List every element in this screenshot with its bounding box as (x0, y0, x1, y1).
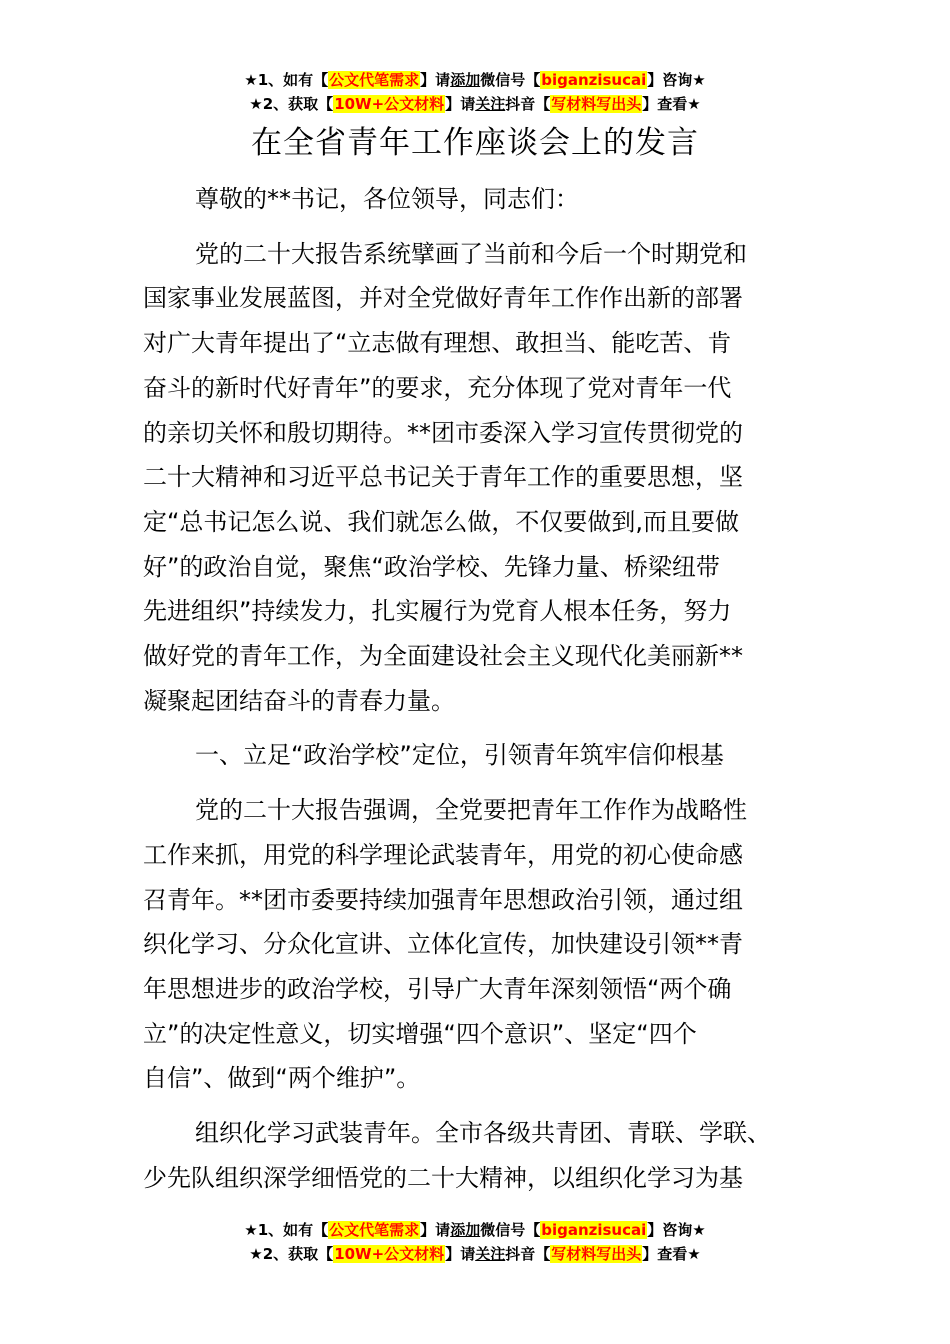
promo-line-2 (0, 92, 950, 116)
promo-text: 】请 (420, 1221, 451, 1239)
text-line: 工作来抓，用党的科学理论武装青年，用党的初心使命感 (143, 840, 743, 869)
promo-highlight-ghostwriting: 公文代笔需求 (329, 1221, 420, 1239)
document-body (143, 177, 807, 1210)
text-line: 奋斗的新时代好青年”的要求，充分体现了党对青年一代 (143, 373, 732, 402)
promo-underline-add: 添加 (450, 71, 481, 89)
text-line: 党的二十大报告系统擘画了当前和今后一个时期党和 (195, 239, 747, 268)
text-line: 的亲切关怀和殷切期待。**团市委深入学习宣传贯彻党的 (143, 418, 743, 447)
promo-underline-follow: 关注 (475, 95, 506, 113)
promo-highlight-wechat-id: biganzisucai (541, 1221, 647, 1239)
promo-text: ★2、获取【 (249, 1245, 334, 1263)
text-line: 好”的政治自觉，聚焦“政治学校、先锋力量、桥梁纽带 (143, 552, 720, 581)
text-line: 先进组织”持续发力，扎实履行为党育人根本任务，努力 (143, 597, 732, 626)
promo-header (0, 68, 950, 116)
promo-text: 】咨询★ (647, 1221, 706, 1239)
text-line: 自信”、做到“两个维护”。 (143, 1064, 421, 1093)
promo-text: 】查看★ (642, 1245, 701, 1263)
paragraph-section-1 (143, 788, 807, 1101)
text-line: 二十大精神和习近平总书记关于青年工作的重要思想，坚 (143, 463, 743, 492)
promo-text: ★1、如有【 (244, 71, 329, 89)
promo-line-1 (0, 1218, 950, 1242)
promo-highlight-douyin: 写材料写出头 (551, 1245, 642, 1263)
text-line: 做好党的青年工作，为全面建设社会主义现代化美丽新** (143, 642, 743, 671)
promo-text: 抖音【 (505, 95, 551, 113)
text-line: 立”的决定性意义，切实增强“四个意识”、坚定“四个 (143, 1019, 697, 1048)
promo-line-1 (0, 68, 950, 92)
promo-text: 】请 (445, 95, 476, 113)
document-title: 在全省青年工作座谈会上的发言 (251, 125, 699, 161)
promo-footer (0, 1218, 950, 1266)
promo-text: ★2、获取【 (249, 95, 334, 113)
text-line: 年思想进步的政治学校，引导广大青年深刻领悟“两个确 (143, 974, 732, 1003)
text-line: 召青年。**团市委要持续加强青年思想政治引领，通过组 (143, 885, 743, 914)
promo-text: 】咨询★ (647, 71, 706, 89)
text-line: 党的二十大报告强调，全党要把青年工作作为战略性 (195, 796, 747, 825)
paragraph-organized-study (143, 1111, 807, 1200)
text-line: 凝聚起团结奋斗的青春力量。 (143, 686, 455, 715)
promo-highlight-ghostwriting: 公文代笔需求 (329, 71, 420, 89)
text-line: 一、立足“政治学校”定位，引领青年筑牢信仰根基 (195, 741, 724, 770)
text-line: 织化学习、分众化宣讲、立体化宣传，加快建设引领**青 (143, 930, 743, 959)
text-line: 少先队组织深学细悟党的二十大精神，以组织化学习为基 (143, 1163, 743, 1192)
promo-highlight-wechat-id: biganzisucai (541, 71, 647, 89)
text-line: 国家事业发展蓝图，并对全党做好青年工作作出新的部署 (143, 284, 743, 313)
paragraph-intro (143, 232, 807, 724)
promo-underline-follow: 关注 (475, 1245, 506, 1263)
promo-text: 】请 (445, 1245, 476, 1263)
promo-text: 抖音【 (505, 1245, 551, 1263)
promo-highlight-douyin: 写材料写出头 (551, 95, 642, 113)
text-line: 组织化学习武装青年。全市各级共青团、青联、学联、 (195, 1119, 771, 1148)
salutation (143, 177, 807, 222)
section-heading-1 (143, 733, 807, 778)
promo-text: 】查看★ (642, 95, 701, 113)
promo-highlight-materials: 10W+公文材料 (334, 1245, 445, 1263)
promo-underline-add: 添加 (450, 1221, 481, 1239)
promo-text: 微信号【 (480, 1221, 541, 1239)
text-line: 定“总书记怎么说、我们就怎么做，不仅要做到,而且要做 (143, 507, 740, 536)
promo-line-2 (0, 1242, 950, 1266)
promo-text: 微信号【 (480, 71, 541, 89)
text-line: 对广大青年提出了“立志做有理想、敢担当、能吃苦、肯 (143, 329, 732, 358)
text-line: 尊敬的**书记，各位领导，同志们： (195, 185, 579, 213)
promo-text: 】请 (420, 71, 451, 89)
promo-text: ★1、如有【 (244, 1221, 329, 1239)
promo-highlight-materials: 10W+公文材料 (334, 95, 445, 113)
